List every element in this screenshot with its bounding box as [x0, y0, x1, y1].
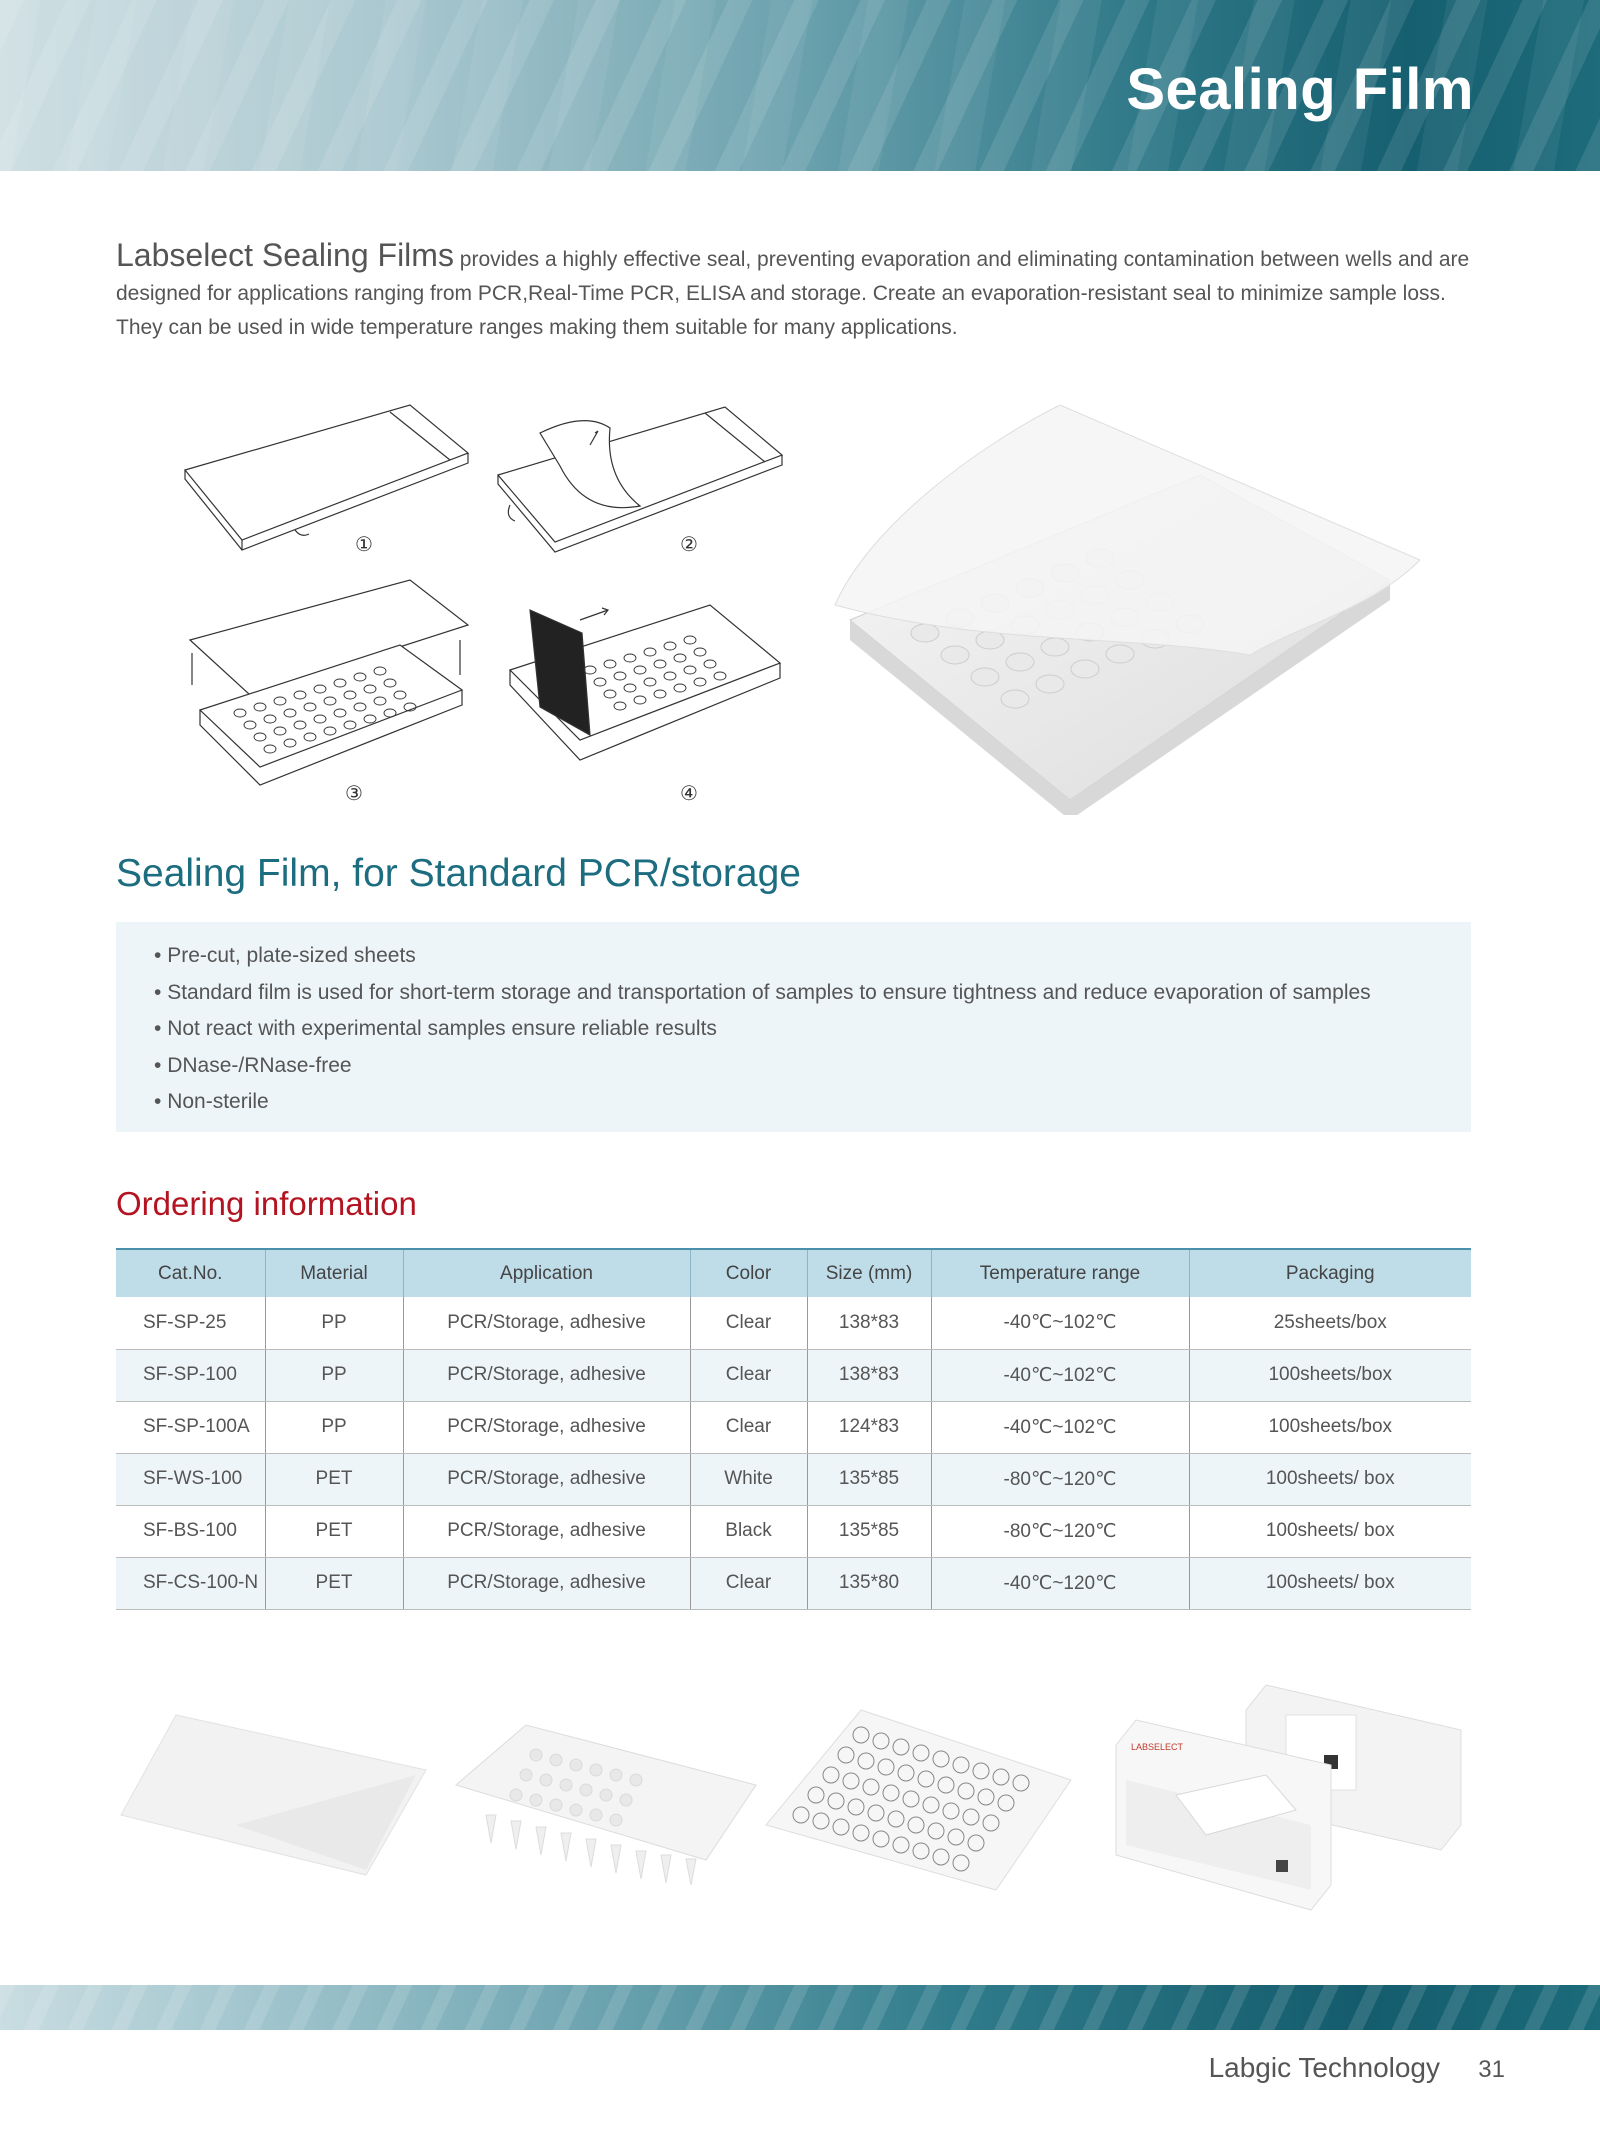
table-cell: Clear	[690, 1557, 807, 1609]
table-cell: SF-CS-100-N	[116, 1557, 265, 1609]
table-cell: SF-SP-100	[116, 1349, 265, 1401]
feature-item: • DNase-/RNase-free	[154, 1048, 1471, 1085]
table-cell: Clear	[690, 1401, 807, 1453]
table-cell: -40℃~102℃	[931, 1401, 1189, 1453]
table-cell: -80℃~120℃	[931, 1453, 1189, 1505]
table-cell: PCR/Storage, adhesive	[403, 1297, 690, 1349]
table-cell: Clear	[690, 1349, 807, 1401]
table-cell: SF-SP-100A	[116, 1401, 265, 1453]
table-cell: SF-SP-25	[116, 1297, 265, 1349]
feature-item: • Pre-cut, plate-sized sheets	[154, 938, 1471, 975]
table-cell: PP	[265, 1401, 403, 1453]
feature-item: • Standard film is used for short-term storage and transportation of samples to ensure tightness and reduce evaporation of samples	[154, 975, 1471, 1012]
table-cell: SF-BS-100	[116, 1505, 265, 1557]
table-cell: PP	[265, 1297, 403, 1349]
ordering-table	[116, 1248, 1471, 1610]
step-4-number: ④	[680, 783, 698, 805]
table-cell: 135*80	[807, 1557, 931, 1609]
page-title: Sealing Film	[1126, 57, 1474, 122]
table-header-row	[116, 1249, 1471, 1297]
column-header: Material	[265, 1249, 403, 1297]
table-row	[116, 1505, 1471, 1557]
step-4-press-drawing	[510, 605, 780, 760]
intro-brand: Labselect Sealing Films	[116, 237, 454, 273]
table-cell: PET	[265, 1453, 403, 1505]
table-cell: PCR/Storage, adhesive	[403, 1349, 690, 1401]
intro-text: provides a highly effective seal, preventing evaporation and eliminating contamination between wells and are designed for applications ranging from PCR,Real-Time PCR, ELISA and storage. Create an evaporation-resistant seal to minimize sample loss. They can be used in wide temperature ranges making them suitable for many applications.	[116, 248, 1470, 339]
table-cell: 100sheets/box	[1189, 1349, 1471, 1401]
table-row	[116, 1297, 1471, 1349]
step-2-number: ②	[680, 534, 698, 556]
step-1-number: ①	[355, 534, 373, 556]
table-cell: -40℃~102℃	[931, 1297, 1189, 1349]
table-cell: Black	[690, 1505, 807, 1557]
table-row	[116, 1557, 1471, 1609]
intro-paragraph	[116, 238, 1486, 345]
table-cell: PCR/Storage, adhesive	[403, 1401, 690, 1453]
step-3-apply-drawing	[190, 580, 468, 785]
table-cell: PP	[265, 1349, 403, 1401]
step-1-film-drawing	[185, 405, 468, 550]
section-title: Sealing Film, for Standard PCR/storage	[116, 852, 801, 895]
table-cell: -40℃~120℃	[931, 1557, 1189, 1609]
table-cell: 100sheets/box	[1189, 1401, 1471, 1453]
column-header: Color	[690, 1249, 807, 1297]
footer-company: Labgic Technology	[1208, 2052, 1440, 2083]
table-cell: 25sheets/box	[1189, 1297, 1471, 1349]
features-panel	[116, 922, 1471, 1132]
table-cell: PET	[265, 1505, 403, 1557]
sealing-steps-illustration	[170, 395, 810, 815]
table-cell: -80℃~120℃	[931, 1505, 1189, 1557]
numbered-film-photo	[766, 1710, 1071, 1890]
column-header: Cat.No.	[116, 1249, 265, 1297]
step-3-number: ③	[345, 783, 363, 805]
table-cell: 135*85	[807, 1505, 931, 1557]
ordering-title: Ordering information	[116, 1185, 417, 1222]
plate-with-film-photo	[830, 405, 1420, 815]
table-cell: 100sheets/ box	[1189, 1505, 1471, 1557]
white-plate-photo	[456, 1725, 756, 1885]
product-boxes-photo	[1116, 1685, 1461, 1910]
page-number: 31	[1478, 2056, 1505, 2083]
feature-item: • Non-sterile	[154, 1084, 1471, 1121]
column-header: Temperature range	[931, 1249, 1189, 1297]
table-cell: 138*83	[807, 1349, 931, 1401]
table-cell: Clear	[690, 1297, 807, 1349]
table-cell: PET	[265, 1557, 403, 1609]
table-row	[116, 1453, 1471, 1505]
footer-banner	[0, 1985, 1600, 2030]
table-cell: -40℃~102℃	[931, 1349, 1189, 1401]
clear-film-photo	[121, 1715, 426, 1875]
column-header: Packaging	[1189, 1249, 1471, 1297]
table-cell: 100sheets/ box	[1189, 1453, 1471, 1505]
table-row	[116, 1401, 1471, 1453]
table-cell: 100sheets/ box	[1189, 1557, 1471, 1609]
table-cell: PCR/Storage, adhesive	[403, 1557, 690, 1609]
step-2-peel-drawing	[498, 407, 782, 552]
box-brand-label: LABSELECT	[1131, 1742, 1184, 1752]
table-cell: 135*85	[807, 1453, 931, 1505]
table-cell: PCR/Storage, adhesive	[403, 1453, 690, 1505]
table-cell: PCR/Storage, adhesive	[403, 1505, 690, 1557]
column-header: Size (mm)	[807, 1249, 931, 1297]
table-cell: White	[690, 1453, 807, 1505]
table-cell: 124*83	[807, 1401, 931, 1453]
table-row	[116, 1349, 1471, 1401]
product-photos	[116, 1675, 1471, 1925]
header-banner	[0, 0, 1600, 171]
table-cell: 138*83	[807, 1297, 931, 1349]
feature-item: • Not react with experimental samples ensure reliable results	[154, 1011, 1471, 1048]
column-header: Application	[403, 1249, 690, 1297]
table-cell: SF-WS-100	[116, 1453, 265, 1505]
